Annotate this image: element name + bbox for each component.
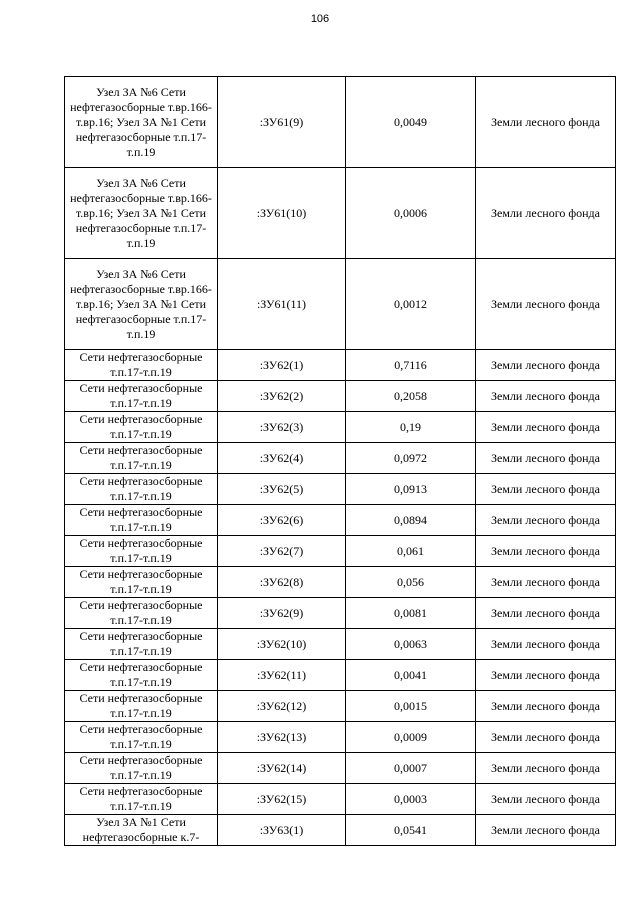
table-row bbox=[65, 350, 616, 381]
plot-number-cell: :ЗУ62(6) bbox=[218, 505, 346, 536]
plot-number-cell: :ЗУ62(11) bbox=[218, 660, 346, 691]
plot-number-cell: :ЗУ62(10) bbox=[218, 629, 346, 660]
object-name-cell: Сети нефтегазосборные т.п.17-т.п.19 bbox=[65, 784, 218, 815]
plot-number-cell: :ЗУ62(9) bbox=[218, 598, 346, 629]
plot-number-cell: :ЗУ61(10) bbox=[218, 168, 346, 259]
object-name-cell: Сети нефтегазосборные т.п.17-т.п.19 bbox=[65, 722, 218, 753]
plot-number-cell: :ЗУ62(7) bbox=[218, 536, 346, 567]
land-category-cell: Земли лесного фонда bbox=[476, 815, 616, 846]
area-cell: 0,0913 bbox=[346, 474, 476, 505]
land-category-cell: Земли лесного фонда bbox=[476, 753, 616, 784]
table-row bbox=[65, 412, 616, 443]
plot-number-cell: :ЗУ62(2) bbox=[218, 381, 346, 412]
table-row bbox=[65, 536, 616, 567]
object-name-cell: Узел ЗА №6 Сети нефтегазосборные т.вр.166-т.вр.16; Узел ЗА №1 Сети нефтегазосборные т.п.17-т.п.19 bbox=[65, 259, 218, 350]
area-cell: 0,061 bbox=[346, 536, 476, 567]
area-cell: 0,056 bbox=[346, 567, 476, 598]
table-row bbox=[65, 691, 616, 722]
table-row bbox=[65, 168, 616, 259]
table-row bbox=[65, 784, 616, 815]
object-name-cell: Сети нефтегазосборные т.п.17-т.п.19 bbox=[65, 474, 218, 505]
table-row bbox=[65, 474, 616, 505]
land-category-cell: Земли лесного фонда bbox=[476, 629, 616, 660]
object-name-cell: Сети нефтегазосборные т.п.17-т.п.19 bbox=[65, 443, 218, 474]
land-category-cell: Земли лесного фонда bbox=[476, 474, 616, 505]
land-category-cell: Земли лесного фонда bbox=[476, 77, 616, 168]
plot-number-cell: :ЗУ62(14) bbox=[218, 753, 346, 784]
land-category-cell: Земли лесного фонда bbox=[476, 443, 616, 474]
object-name-cell: Сети нефтегазосборные т.п.17-т.п.19 bbox=[65, 536, 218, 567]
object-name-cell: Сети нефтегазосборные т.п.17-т.п.19 bbox=[65, 567, 218, 598]
table-row bbox=[65, 629, 616, 660]
object-name-cell: Сети нефтегазосборные т.п.17-т.п.19 bbox=[65, 660, 218, 691]
area-cell: 0,0007 bbox=[346, 753, 476, 784]
land-category-cell: Земли лесного фонда bbox=[476, 691, 616, 722]
area-cell: 0,0006 bbox=[346, 168, 476, 259]
table-row bbox=[65, 567, 616, 598]
object-name-cell: Узел ЗА №6 Сети нефтегазосборные т.вр.166-т.вр.16; Узел ЗА №1 Сети нефтегазосборные т.п.17-т.п.19 bbox=[65, 77, 218, 168]
area-cell: 0,0041 bbox=[346, 660, 476, 691]
land-category-cell: Земли лесного фонда bbox=[476, 660, 616, 691]
object-name-cell: Узел ЗА №6 Сети нефтегазосборные т.вр.166-т.вр.16; Узел ЗА №1 Сети нефтегазосборные т.п.17-т.п.19 bbox=[65, 168, 218, 259]
object-name-cell: Сети нефтегазосборные т.п.17-т.п.19 bbox=[65, 350, 218, 381]
table-row bbox=[65, 815, 616, 846]
plot-number-cell: :ЗУ62(12) bbox=[218, 691, 346, 722]
plot-number-cell: :ЗУ62(15) bbox=[218, 784, 346, 815]
table-row bbox=[65, 753, 616, 784]
plot-number-cell: :ЗУ63(1) bbox=[218, 815, 346, 846]
plot-number-cell: :ЗУ62(4) bbox=[218, 443, 346, 474]
area-cell: 0,0894 bbox=[346, 505, 476, 536]
area-cell: 0,0012 bbox=[346, 259, 476, 350]
plot-number-cell: :ЗУ61(11) bbox=[218, 259, 346, 350]
table-row bbox=[65, 660, 616, 691]
land-category-cell: Земли лесного фонда bbox=[476, 784, 616, 815]
plot-number-cell: :ЗУ61(9) bbox=[218, 77, 346, 168]
area-cell: 0,0049 bbox=[346, 77, 476, 168]
area-cell: 0,0063 bbox=[346, 629, 476, 660]
land-category-cell: Земли лесного фонда bbox=[476, 350, 616, 381]
object-name-cell: Сети нефтегазосборные т.п.17-т.п.19 bbox=[65, 412, 218, 443]
plot-number-cell: :ЗУ62(3) bbox=[218, 412, 346, 443]
land-category-cell: Земли лесного фонда bbox=[476, 168, 616, 259]
land-category-cell: Земли лесного фонда bbox=[476, 598, 616, 629]
table-row bbox=[65, 77, 616, 168]
table-row bbox=[65, 381, 616, 412]
plot-number-cell: :ЗУ62(1) bbox=[218, 350, 346, 381]
area-cell: 0,2058 bbox=[346, 381, 476, 412]
table-row bbox=[65, 505, 616, 536]
area-cell: 0,19 bbox=[346, 412, 476, 443]
land-category-cell: Земли лесного фонда bbox=[476, 567, 616, 598]
plot-number-cell: :ЗУ62(5) bbox=[218, 474, 346, 505]
object-name-cell: Сети нефтегазосборные т.п.17-т.п.19 bbox=[65, 691, 218, 722]
land-category-cell: Земли лесного фонда bbox=[476, 536, 616, 567]
plot-number-cell: :ЗУ62(13) bbox=[218, 722, 346, 753]
area-cell: 0,0015 bbox=[346, 691, 476, 722]
area-cell: 0,0003 bbox=[346, 784, 476, 815]
area-cell: 0,0009 bbox=[346, 722, 476, 753]
object-name-cell: Узел ЗА №1 Сети нефтегазосборные к.7- bbox=[65, 815, 218, 846]
area-cell: 0,7116 bbox=[346, 350, 476, 381]
area-cell: 0,0081 bbox=[346, 598, 476, 629]
area-cell: 0,0972 bbox=[346, 443, 476, 474]
land-plots-table bbox=[64, 76, 616, 846]
object-name-cell: Сети нефтегазосборные т.п.17-т.п.19 bbox=[65, 629, 218, 660]
page-number: 106 bbox=[310, 13, 330, 25]
land-category-cell: Земли лесного фонда bbox=[476, 412, 616, 443]
land-category-cell: Земли лесного фонда bbox=[476, 259, 616, 350]
area-cell: 0,0541 bbox=[346, 815, 476, 846]
object-name-cell: Сети нефтегазосборные т.п.17-т.п.19 bbox=[65, 381, 218, 412]
object-name-cell: Сети нефтегазосборные т.п.17-т.п.19 bbox=[65, 598, 218, 629]
table-row bbox=[65, 722, 616, 753]
land-category-cell: Земли лесного фонда bbox=[476, 381, 616, 412]
table-row bbox=[65, 259, 616, 350]
table-row bbox=[65, 598, 616, 629]
table-row bbox=[65, 443, 616, 474]
land-category-cell: Земли лесного фонда bbox=[476, 505, 616, 536]
object-name-cell: Сети нефтегазосборные т.п.17-т.п.19 bbox=[65, 505, 218, 536]
plot-number-cell: :ЗУ62(8) bbox=[218, 567, 346, 598]
land-category-cell: Земли лесного фонда bbox=[476, 722, 616, 753]
object-name-cell: Сети нефтегазосборные т.п.17-т.п.19 bbox=[65, 753, 218, 784]
